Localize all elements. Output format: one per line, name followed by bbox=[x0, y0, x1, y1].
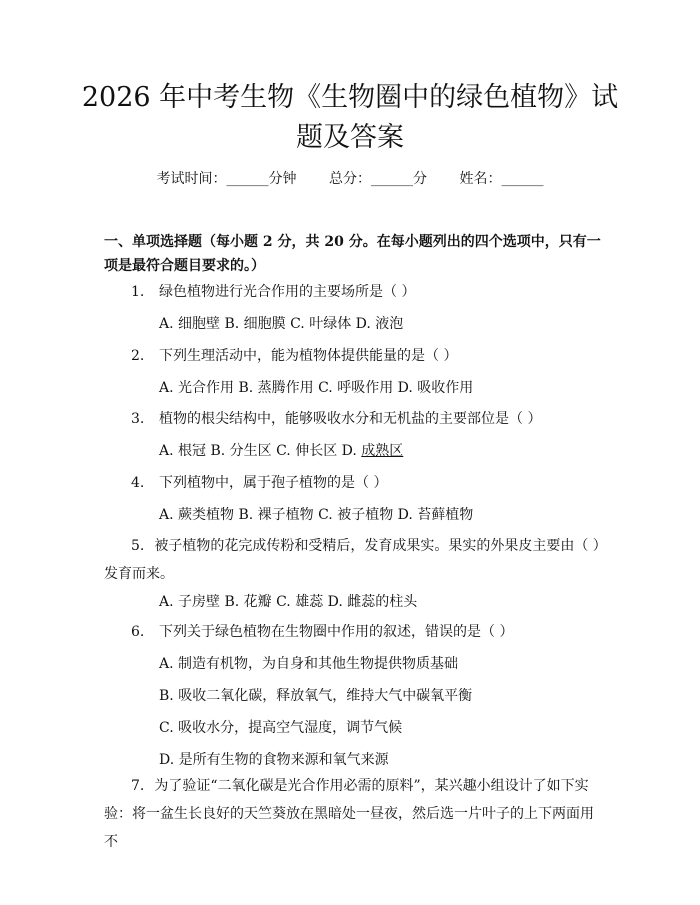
question-3 bbox=[131, 409, 541, 429]
question-6-option-d: D. 是所有生物的食物来源和氧气来源 bbox=[159, 752, 389, 768]
question-number: 7. bbox=[131, 778, 145, 794]
question-text: 下列生理活动中，能为植物体提供能量的是（ ） bbox=[159, 348, 458, 364]
question-4-options: A. 蕨类植物 B. 裸子植物 C. 被子植物 D. 苔藓植物 bbox=[159, 507, 474, 523]
question-6-option-c: C. 吸收水分，提高空气湿度，调节气候 bbox=[159, 720, 403, 736]
question-3-option-d-underlined: 成熟区 bbox=[361, 443, 404, 459]
question-number: 6. bbox=[131, 624, 145, 640]
question-number: 4. bbox=[131, 475, 145, 491]
question-number: 5. bbox=[131, 538, 145, 554]
question-3-options-text: A. 根冠 B. 分生区 C. 伸长区 D. bbox=[159, 443, 362, 459]
exam-meta bbox=[0, 169, 700, 189]
exam-title-line2: 题及答案 bbox=[296, 122, 404, 153]
exam-student-name: 姓名：______ bbox=[459, 171, 544, 187]
question-text: 被子植物的花完成传粉和受精后，发育成果实。果实的外果皮主要由（ ）发育而来。 bbox=[104, 538, 600, 582]
question-2 bbox=[131, 346, 457, 366]
question-3-options bbox=[159, 441, 403, 461]
question-1 bbox=[131, 282, 415, 302]
question-number: 3. bbox=[131, 411, 145, 427]
question-6 bbox=[131, 622, 513, 642]
question-text: 下列关于绿色植物在生物圈中作用的叙述，错误的是（ ） bbox=[159, 624, 514, 640]
exam-title bbox=[70, 78, 630, 158]
question-text: 绿色植物进行光合作用的主要场所是（ ） bbox=[159, 284, 416, 300]
question-text: 为了验证“二氧化碳是光合作用必需的原料”，某兴趣小组设计了如下实验：将一盆生长良好的天竺葵放在黑暗处一昼夜，然后选一片叶子的上下两面用不 bbox=[104, 778, 594, 850]
section-title-single-choice: 一、单项选择题（每小题 2 分，共 20 分。在每小题列出的四个选项中，只有一项是最符合题目要求的。） bbox=[104, 234, 601, 274]
question-4 bbox=[131, 473, 387, 493]
exam-title-line1: 2026 年中考生物《生物圈中的绿色植物》试 bbox=[81, 82, 619, 113]
exam-total-score: 总分：______分 bbox=[329, 171, 427, 187]
question-5-options: A. 子房壁 B. 花瓣 C. 雄蕊 D. 雌蕊的柱头 bbox=[159, 594, 418, 610]
question-2-options: A. 光合作用 B. 蒸腾作用 C. 呼吸作用 D. 吸收作用 bbox=[159, 380, 474, 396]
question-text: 下列植物中，属于孢子植物的是（ ） bbox=[159, 475, 388, 491]
question-text: 植物的根尖结构中，能够吸收水分和无机盐的主要部位是（ ） bbox=[159, 411, 542, 427]
question-number: 2. bbox=[131, 348, 145, 364]
question-7 bbox=[104, 772, 600, 856]
question-number: 1. bbox=[131, 284, 145, 300]
exam-time: 考试时间：______分钟 bbox=[156, 171, 297, 187]
question-6-option-a: A. 制造有机物，为自身和其他生物提供物质基础 bbox=[159, 656, 459, 672]
question-5 bbox=[104, 532, 600, 588]
question-6-option-b: B. 吸收二氧化碳，释放氧气，维持大气中碳氧平衡 bbox=[159, 688, 473, 704]
question-1-options: A. 细胞壁 B. 细胞膜 C. 叶绿体 D. 液泡 bbox=[159, 316, 404, 332]
